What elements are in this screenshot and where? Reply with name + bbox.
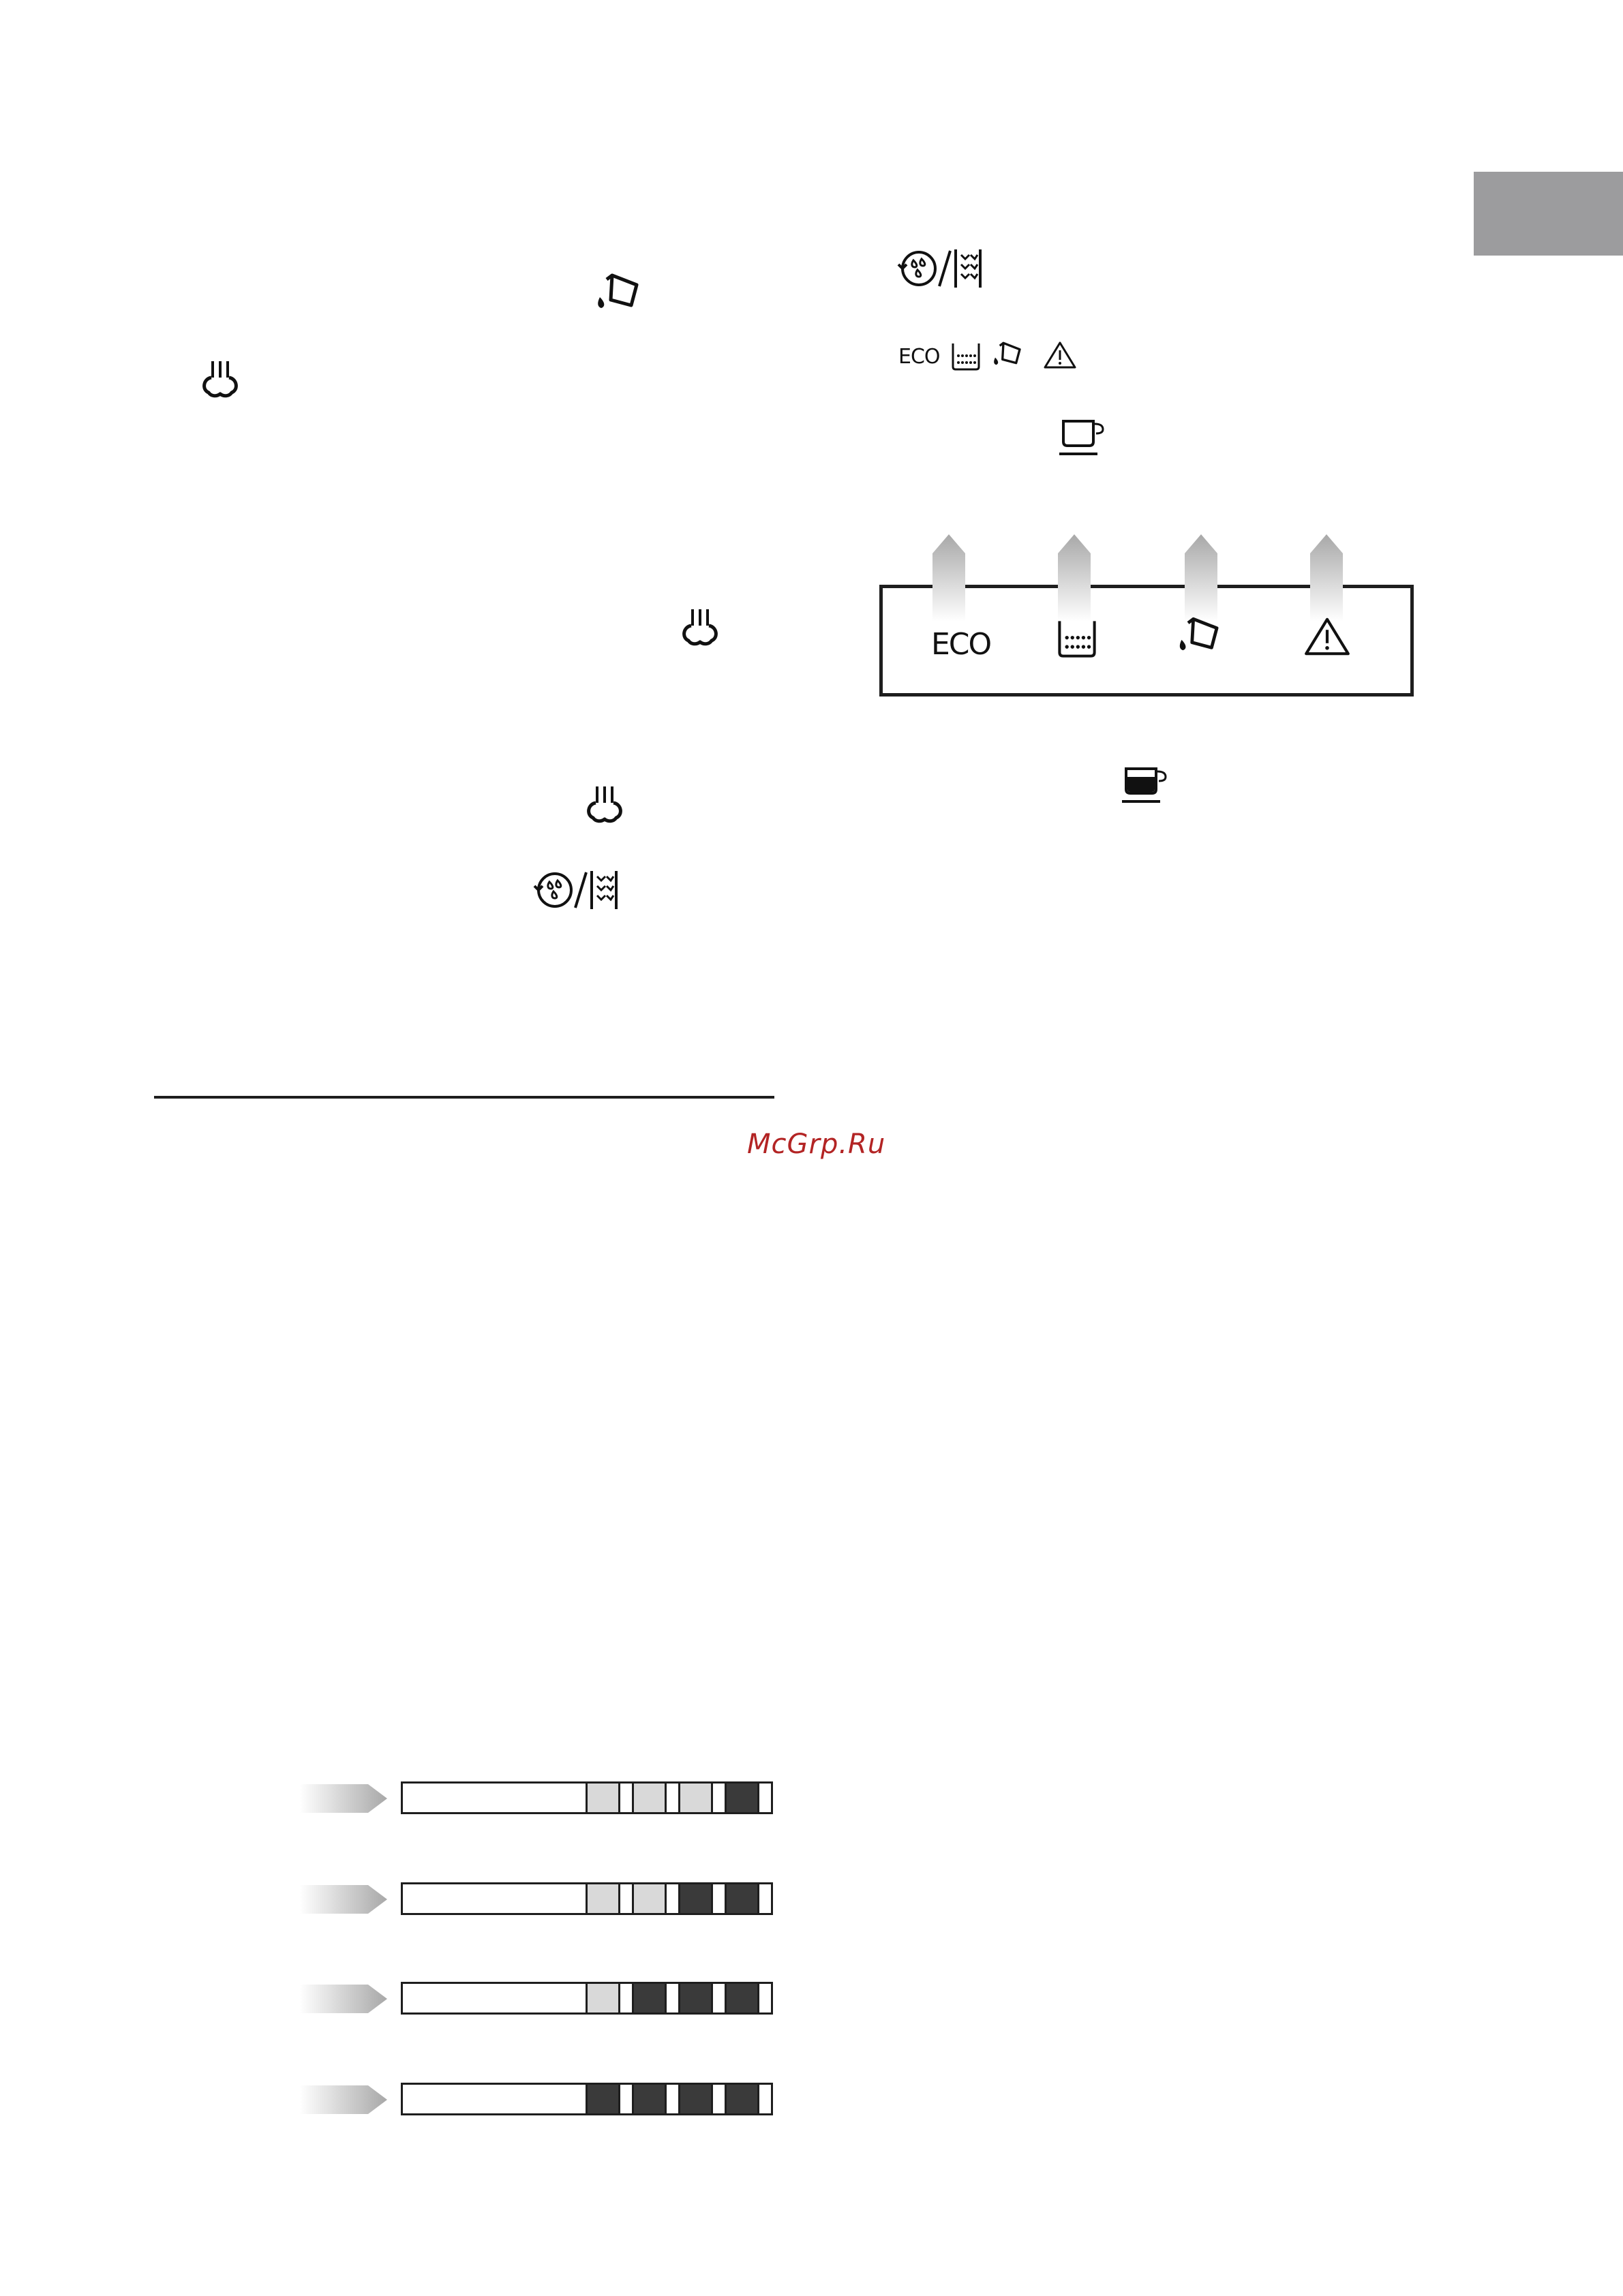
level-segment: [632, 1884, 667, 1913]
level-segment: [586, 1784, 620, 1812]
level-row: [300, 2081, 777, 2119]
pour-jug-icon: [990, 338, 1031, 373]
descale-filter-icon: [897, 244, 986, 293]
warning-triangle-icon: [1303, 616, 1351, 657]
water-tank-icon: [1055, 617, 1099, 660]
level-segment: [725, 1884, 759, 1913]
eco-label: ECO: [898, 345, 940, 369]
level-bar: [401, 1882, 773, 1915]
pour-jug-icon: [1174, 613, 1232, 661]
level-row: [300, 1881, 777, 1919]
warning-triangle-icon: [1043, 341, 1077, 369]
level-segment: [678, 1884, 713, 1913]
level-segment: [586, 1984, 620, 2012]
level-segment: [586, 1884, 620, 1913]
steam-nozzle-icon: [676, 605, 724, 653]
water-tank-icon: [950, 341, 982, 372]
level-segment: [586, 2085, 620, 2113]
level-segment: [678, 1984, 713, 2012]
steam-nozzle-icon: [196, 357, 244, 405]
level-row: [300, 1780, 777, 1818]
section-divider: [154, 1096, 774, 1099]
level-arrow: [300, 1884, 389, 1915]
level-segment: [678, 2085, 713, 2113]
level-segment: [725, 1784, 759, 1812]
coffee-cup-icon: [1059, 418, 1114, 457]
indicator-arrow: [931, 533, 967, 624]
level-segment: [632, 1984, 667, 2012]
steam-nozzle-icon: [581, 782, 628, 830]
level-arrow: [300, 1783, 389, 1814]
level-bar: [401, 1781, 773, 1814]
level-bar: [401, 2083, 773, 2115]
level-arrow: [300, 1983, 389, 2015]
level-segment: [725, 1984, 759, 2012]
panel-eco-label: ECO: [931, 627, 991, 662]
watermark: McGrp.Ru: [747, 1129, 886, 1160]
level-segment: [632, 2085, 667, 2113]
pour-jug-icon: [592, 270, 653, 319]
descale-filter-icon: [533, 866, 622, 915]
indicator-arrow: [1183, 533, 1219, 624]
section-tab: [1474, 172, 1623, 256]
level-row: [300, 1980, 777, 2019]
level-segment: [678, 1784, 713, 1812]
level-segment: [632, 1784, 667, 1812]
indicator-arrow: [1057, 533, 1092, 624]
coffee-cup-filled-icon: [1122, 766, 1177, 804]
level-bar: [401, 1982, 773, 2015]
indicator-arrow: [1309, 533, 1344, 624]
level-segment: [725, 2085, 759, 2113]
level-arrow: [300, 2084, 389, 2115]
